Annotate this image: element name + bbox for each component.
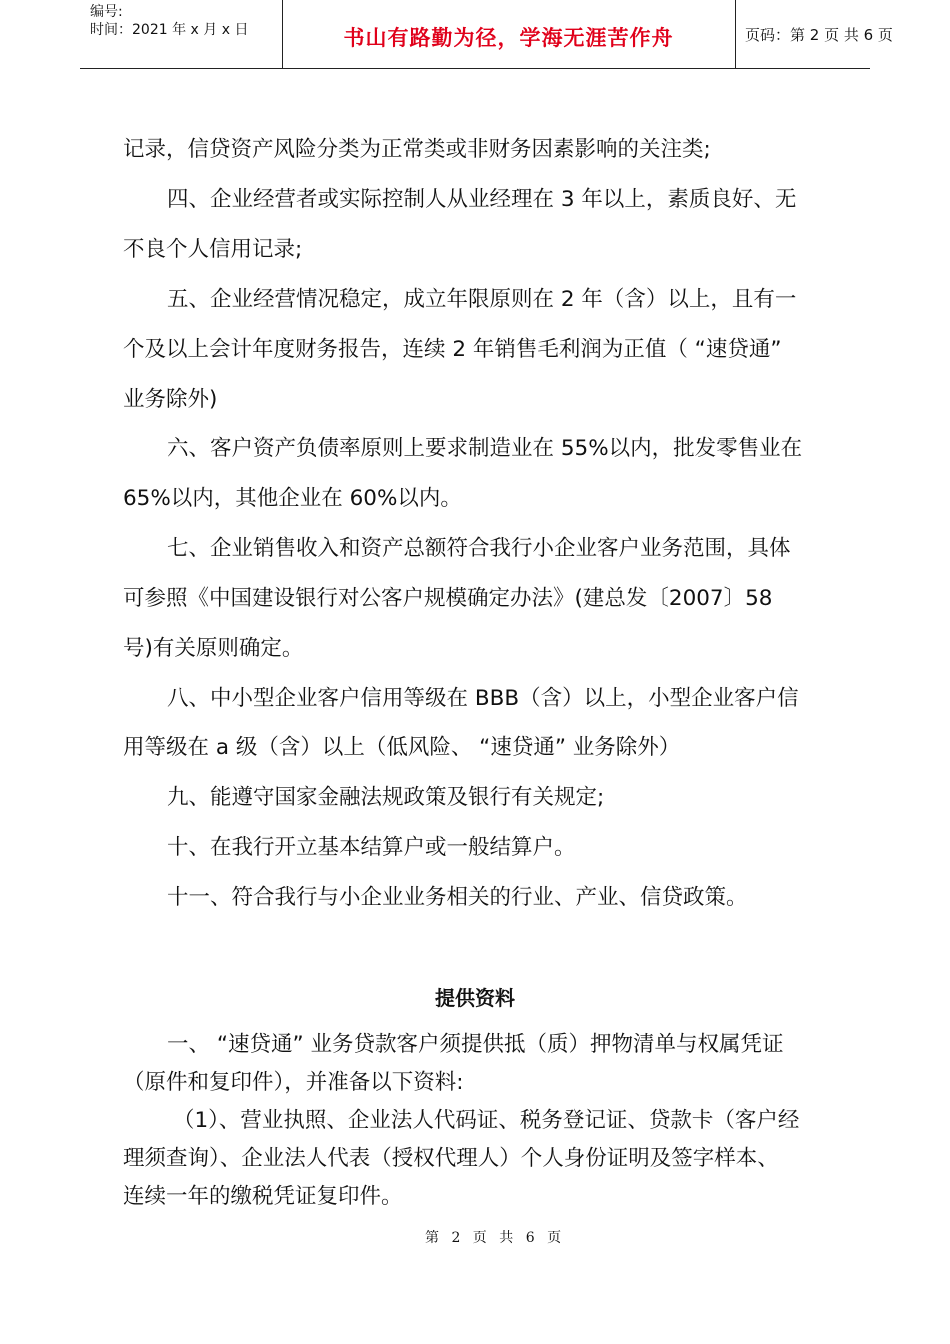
page-header — [80, 0, 893, 69]
header-page-cell — [735, 0, 893, 68]
paragraph-line: 八、中小型企业客户信用等级在 BBB（含）以上，小型企业客户信 — [167, 686, 799, 711]
section-line: 连续一年的缴税凭证复印件。 — [123, 1184, 403, 1209]
paragraph-line: 用等级在 a 级（含）以上（低风险、 “速贷通” 业务除外） — [123, 735, 681, 760]
section-title: 提供资料 — [435, 986, 515, 1010]
paragraph-line: 七、企业销售收入和资产总额符合我行小企业客户业务范围，具体 — [167, 536, 791, 561]
header-motto-cell — [282, 0, 736, 68]
section-line: （1）、营业执照、企业法人代码证、税务登记证、贷款卡（客户经 — [173, 1108, 800, 1133]
paragraph-line: 记录，信贷资产风险分类为正常类或非财务因素影响的关注类; — [123, 137, 711, 162]
paragraph-line: 不良个人信用记录; — [123, 237, 303, 262]
header-motto: 书山有路勤为径，学海无涯苦作舟 — [343, 26, 674, 50]
document-number-label: 编号: — [90, 4, 123, 20]
paragraph-line: 号)有关原则确定。 — [123, 636, 304, 661]
paragraph-line: 六、客户资产负债率原则上要求制造业在 55%以内，批发零售业在 — [167, 436, 803, 461]
page-footer: 第 2 页 共 6 页 — [425, 1230, 566, 1246]
header-meta-cell — [80, 0, 283, 68]
section-line: （原件和复印件），并准备以下资料: — [123, 1070, 464, 1095]
paragraph-line: 十一、符合我行与小企业业务相关的行业、产业、信贷政策。 — [167, 885, 748, 910]
paragraph-line: 个及以上会计年度财务报告，连续 2 年销售毛利润为正值（ “速贷通” — [123, 337, 782, 362]
paragraph-line: 业务除外) — [123, 387, 218, 412]
paragraph-line: 可参照《中国建设银行对公客户规模确定办法》(建总发〔2007〕58 — [123, 586, 773, 611]
paragraph-line: 五、企业经营情况稳定，成立年限原则在 2 年（含）以上，且有一 — [167, 287, 797, 312]
section-line: 一、 “速贷通” 业务贷款客户须提供抵（质）押物清单与权属凭证 — [167, 1032, 784, 1057]
paragraph-line: 65%以内，其他企业在 60%以内。 — [123, 486, 462, 511]
section-line: 理须查询）、企业法人代表（授权代理人）个人身份证明及签字样本、 — [123, 1146, 779, 1171]
paragraph-line: 九、能遵守国家金融法规政策及银行有关规定; — [167, 785, 605, 810]
document-time-label: 时间：2021 年 x 月 x 日 — [90, 22, 249, 38]
paragraph-line: 十、在我行开立基本结算户或一般结算户。 — [167, 835, 576, 860]
header-page-info: 页码：第 2 页 共 6 页 — [745, 26, 893, 44]
paragraph-line: 四、企业经营者或实际控制人从业经理在 3 年以上，素质良好、无 — [167, 187, 797, 212]
